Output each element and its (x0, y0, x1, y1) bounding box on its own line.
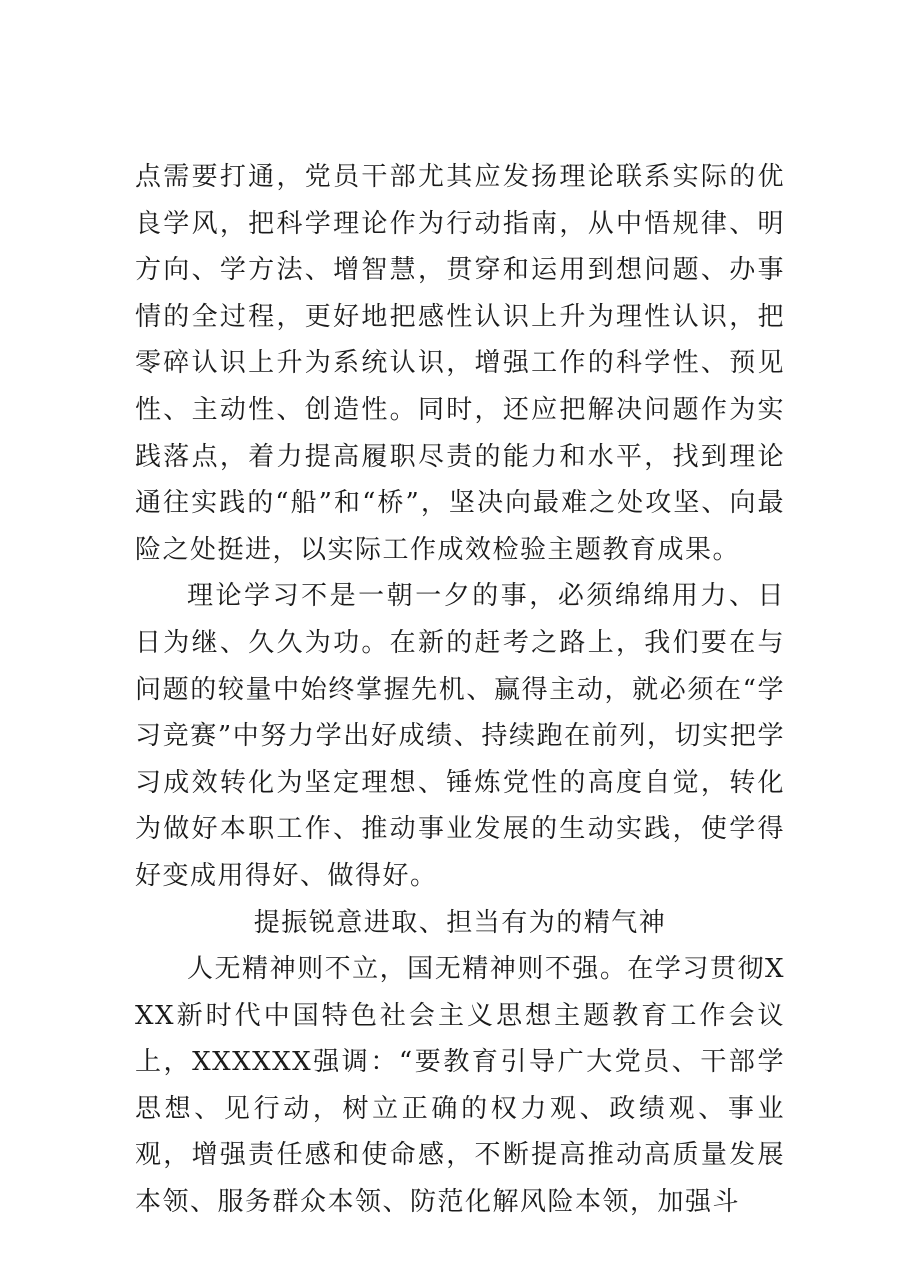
paragraph-continued: 点需要打通，党员干部尤其应发扬理论联系实际的优良学风，把科学理论作为行动指南，从中悟规律、明方向、学方法、增智慧，贯穿和运用到想问题、办事情的全过程，更好地把感性认识上升为理性认识，把零碎认识上升为系统认识，增强工作的科学性、预见性、主动性、创造性。同时，还应把解决问题作为实践落点，着力提高履职尽责的能力和水平，找到理论通往实践的“船”和“桥”，坚决向最难之处攻坚、向最险之处挺进，以实际工作成效检验主题教育成果。 (135, 162, 785, 565)
section-heading: 提振锐意进取、担当有为的精气神 (253, 907, 667, 938)
paragraph-theory-study: 理论学习不是一朝一夕的事，必须绵绵用力、日日为继、久久为功。在新的赶考之路上，我们要在与问题的较量中始终掌握先机、赢得主动，就必须在“学习竞赛”中努力学出好成绩、持续跑在前列，切实把学习成效转化为坚定理想、锤炼党性的高度自觉，转化为做好本职工作、推动事业发展的生动实践，使学得好变成用得好、做得好。 (135, 581, 785, 891)
paragraph-spirit: 人无精神则不立，国无精神则不强。在学习贯彻XXX新时代中国特色社会主义思想主题教育工作会议上，XXXXXX强调：“要教育引导广大党员、干部学思想、见行动，树立正确的权力观、政绩观、事业观，增强责任感和使命感，不断提高推动高质量发展本领、服务群众本领、防范化解风险本领，加强斗 (135, 954, 785, 1218)
document-body (135, 154, 785, 1226)
